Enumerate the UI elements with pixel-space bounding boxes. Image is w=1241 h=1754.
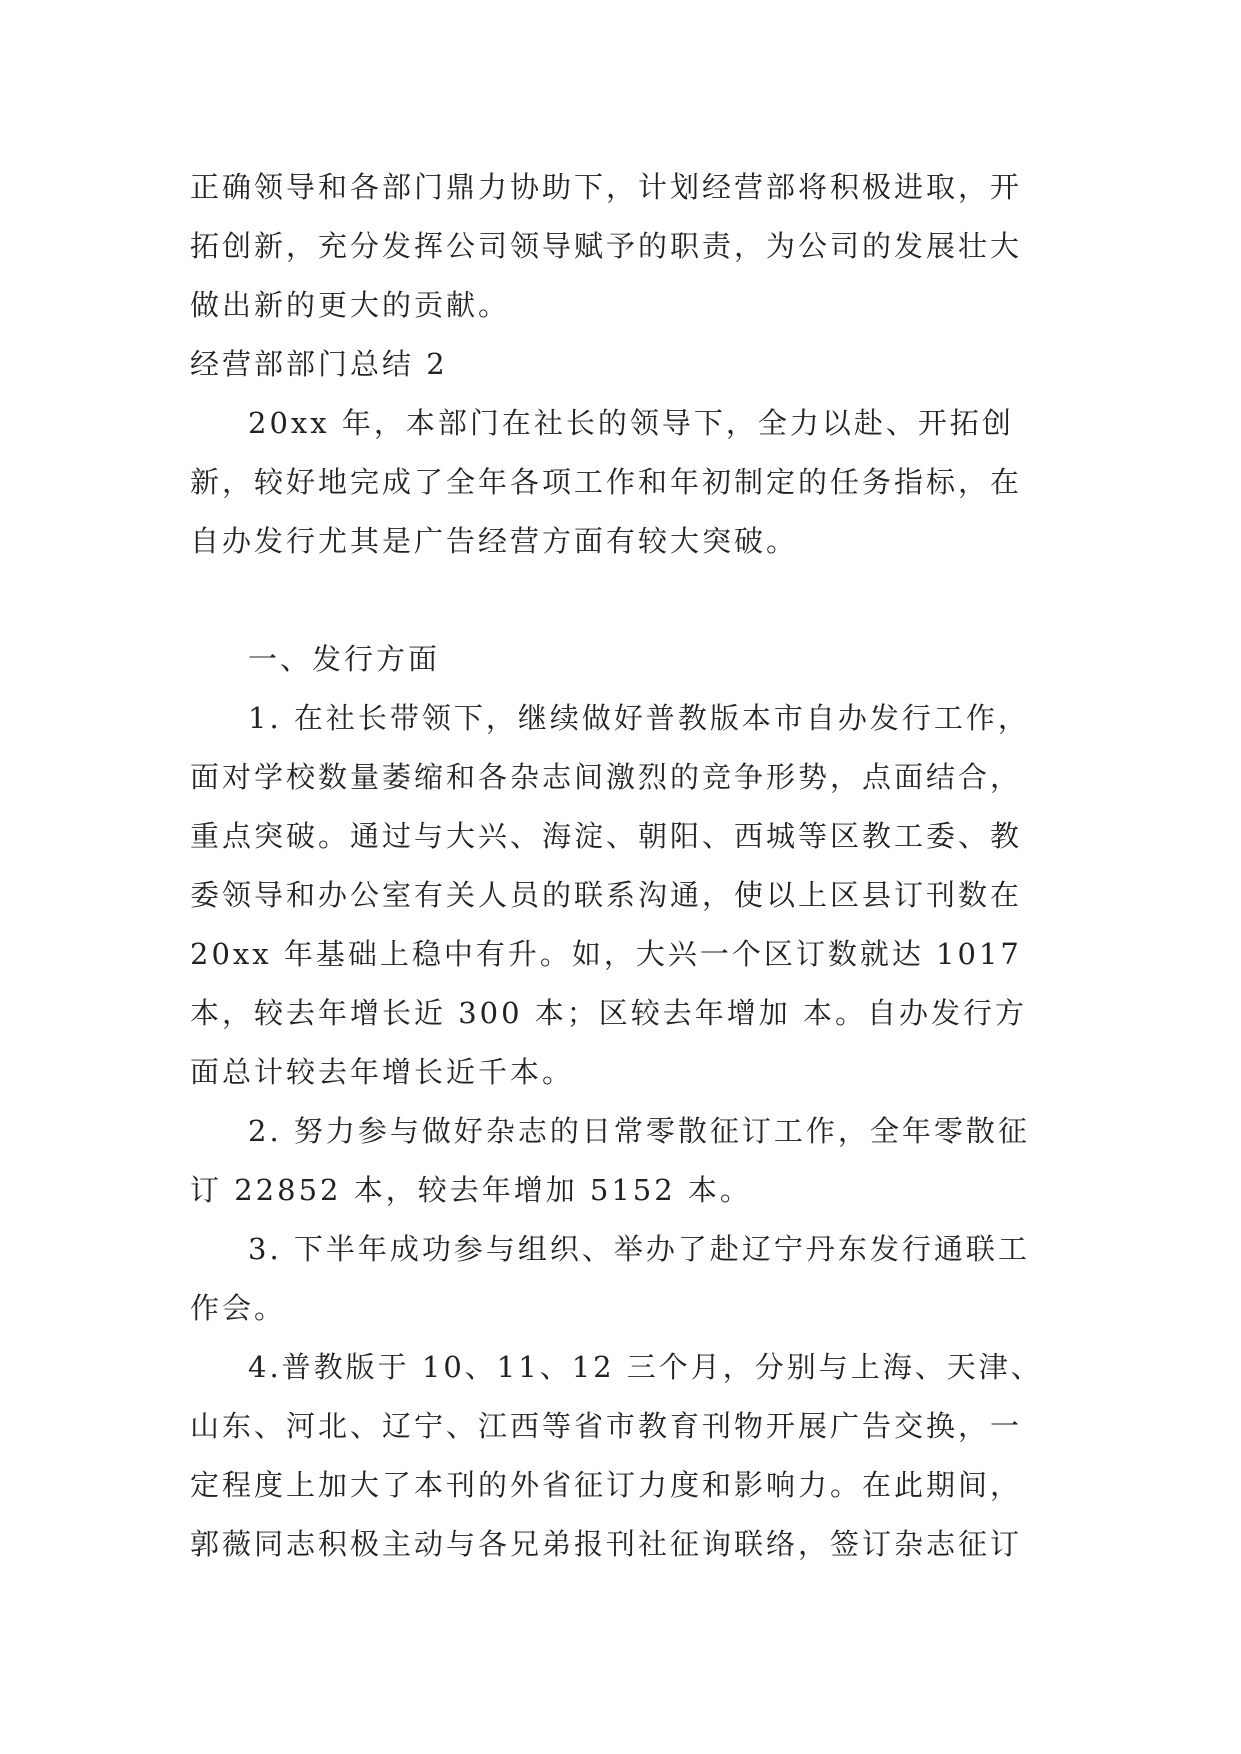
list-item-2: 2. 努力参与做好杂志的日常零散征订工作，全年零散征订 22852 本，较去年增加 5152 本。 (190, 1114, 1030, 1207)
subsection-heading: 一、发行方面 (248, 642, 441, 676)
paragraph-spacer (190, 571, 1050, 630)
document-body (190, 158, 1050, 1574)
paragraph-continuation: 正确领导和各部门鼎力协助下，计划经营部将积极进取，开拓创新，充分发挥公司领导赋予的职责，为公司的发展壮大做出新的更大的贡献。 (190, 170, 1023, 322)
paragraph-intro: 20xx 年，本部门在社长的领导下，全力以赴、开拓创新，较好地完成了全年各项工作和年初制定的任务指标，在自办发行尤其是广告经营方面有较大突破。 (190, 406, 1023, 558)
section-title: 经营部部门总结 2 (190, 347, 448, 381)
list-item-1: 1. 在社长带领下，继续做好普教版本市自办发行工作，面对学校数量萎缩和各杂志间激烈的竞争形势，点面结合，重点突破。通过与大兴、海淀、朝阳、西城等区教工委、教委领导和办公室有关人员的联系沟通，使以上区县订刊数在 20xx 年基础上稳中有升。如，大兴一个区订数就达 1017 本，较去年增长近 300 本；区较去年增加 本。自办发行方面总计较去年增长近千本。 (190, 701, 1030, 1089)
list-item-3: 3. 下半年成功参与组织、举办了赴辽宁丹东发行通联工作会。 (190, 1232, 1030, 1325)
list-item-4: 4.普教版于 10、11、12 三个月，分别与上海、天津、山东、河北、辽宁、江西等省市教育刊物开展广告交换，一定程度上加大了本刊的外省征订力度和影响力。在此期间，郭薇同志积极主动与各兄弟报刊社征询联络，签订杂志征订 (190, 1350, 1043, 1561)
